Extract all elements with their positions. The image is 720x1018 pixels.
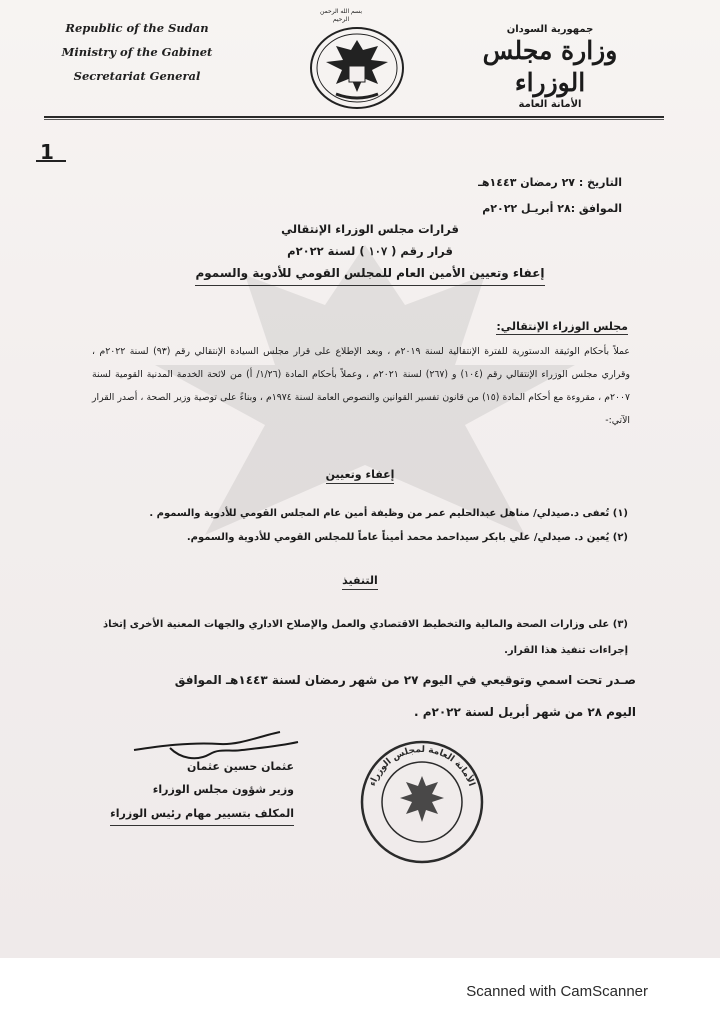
page-mark: 1 — [40, 140, 54, 164]
issuance-statement — [96, 664, 636, 728]
letterhead-secretariat-ar: الأمانة العامة — [518, 99, 582, 110]
scanner-footer: Scanned with CamScanner — [466, 983, 648, 1000]
page-mark-underline — [36, 160, 66, 162]
english-letterhead — [52, 16, 222, 88]
basmala: بسم الله الرحمن الرحيم — [319, 8, 363, 23]
preamble-paragraph: عملاً بأحكام الوثيقة الدستورية للفترة الإنتقالية لسنة ٢٠١٩م ، وبعد الإطلاع على قرار مجلس السيادة الإنتقالي رقم (٩٣) لسنة ٢٠٢٢م ، وقراري مجلس الوزراء الإنتقالي رقم (١٠٤) و (٢٦٧) لسنة ٢٠٢١م ، وعملاً بأحكام المادة (١/٢٦/ أ) من لائحة الخدمة المدنية القومية لسنة ٢٠٠٧م ، مقروءة مع أحكام المادة (١٥) من قانون تفسير القوانين والنصوص العامة لسنة ١٩٧٤م ، وبناءً على توصية وزير الصحة ، أصدر القرار الآتي:- — [92, 346, 630, 426]
decision-number: ١٠٧ — [368, 244, 388, 258]
date-gregorian: الموافق :٢٨ أبريـل ٢٠٢٢م — [482, 202, 622, 215]
section-title-dismissal-text: إعفاء وتعيين — [326, 468, 395, 484]
issued-line-2: اليوم ٢٨ من شهر أبريل لسنة ٢٠٢٢م . — [414, 705, 636, 719]
council-heading: مجلس الوزراء الإنتقالي: — [496, 320, 628, 333]
letterhead-ministry-ar: وزارة مجلس الوزراء — [482, 36, 618, 97]
section-title-dismissal — [310, 468, 410, 481]
decision-number-line — [180, 240, 560, 262]
decision-subject: إعفاء وتعيين الأمين العام للمجلس القومي للأدوية والسموم — [195, 262, 544, 286]
official-seal-stamp — [358, 738, 486, 866]
section-title-execution — [310, 574, 410, 587]
signatory-role-1: وزير شؤون مجلس الوزراء — [152, 783, 294, 796]
date-hijri: التاريخ : ٢٧ رمضان ١٤٤٣هـ — [478, 176, 622, 189]
date-block — [362, 170, 622, 222]
signatory-role-2: المكلف بتسيير مهام رئيس الوزراء — [110, 803, 294, 826]
decision-titles — [180, 218, 560, 286]
letterhead-country-ar: جمهورية السودان — [506, 24, 594, 35]
sudan-emblem-icon — [308, 26, 406, 110]
issued-line-1: صـدر تحت اسمي وتوقيعي في اليوم ٢٧ من شهر رمضان لسنة ١٤٤٣هـ الموافق — [174, 673, 636, 687]
decision-item-2: (٢) يُعين د. صيدلي/ علي بابكر سيداحمد محمد أميناً عاماً للمجلس القومي للأدوية والسموم. — [186, 532, 628, 543]
decision-item-3: (٣) على وزارات الصحة والمالية والتخطيط الاقتصادي والعمل والإصلاح الاداري والجهات المعنية الأخرى إتخاذ إجراءات تنفيذ هذا القرار. — [103, 619, 628, 656]
signature-block — [84, 756, 294, 826]
decision-item-1: (١) تُعفى د.صيدلي/ مناهل عبدالحليم عمر من وظيفة أمين عام المجلس القومي للأدوية والسموم . — [149, 508, 628, 519]
decision-prefix: قرار رقم ( — [391, 244, 453, 258]
letterhead-ministry-en: Ministry of the Gabinet — [61, 45, 213, 59]
section-title-execution-text: التنفيذ — [342, 574, 378, 590]
arabic-letterhead — [460, 24, 640, 110]
header-divider-thin — [44, 119, 664, 120]
svg-text:الأمانة العامة لمجلس الوزراء: الأمانة العامة لمجلس الوزراء — [367, 744, 477, 788]
decisions-heading: قرارات مجلس الوزراء الإنتقالي — [281, 222, 459, 236]
decision-suffix: ) لسنة ٢٠٢٢م — [287, 244, 365, 258]
header-divider — [44, 116, 664, 118]
letterhead-country-en: Republic of the Sudan — [65, 21, 209, 35]
signatory-name: عثمان حسين عثمان — [187, 760, 294, 773]
letterhead-secretariat-en: Secretariat General — [73, 69, 201, 83]
